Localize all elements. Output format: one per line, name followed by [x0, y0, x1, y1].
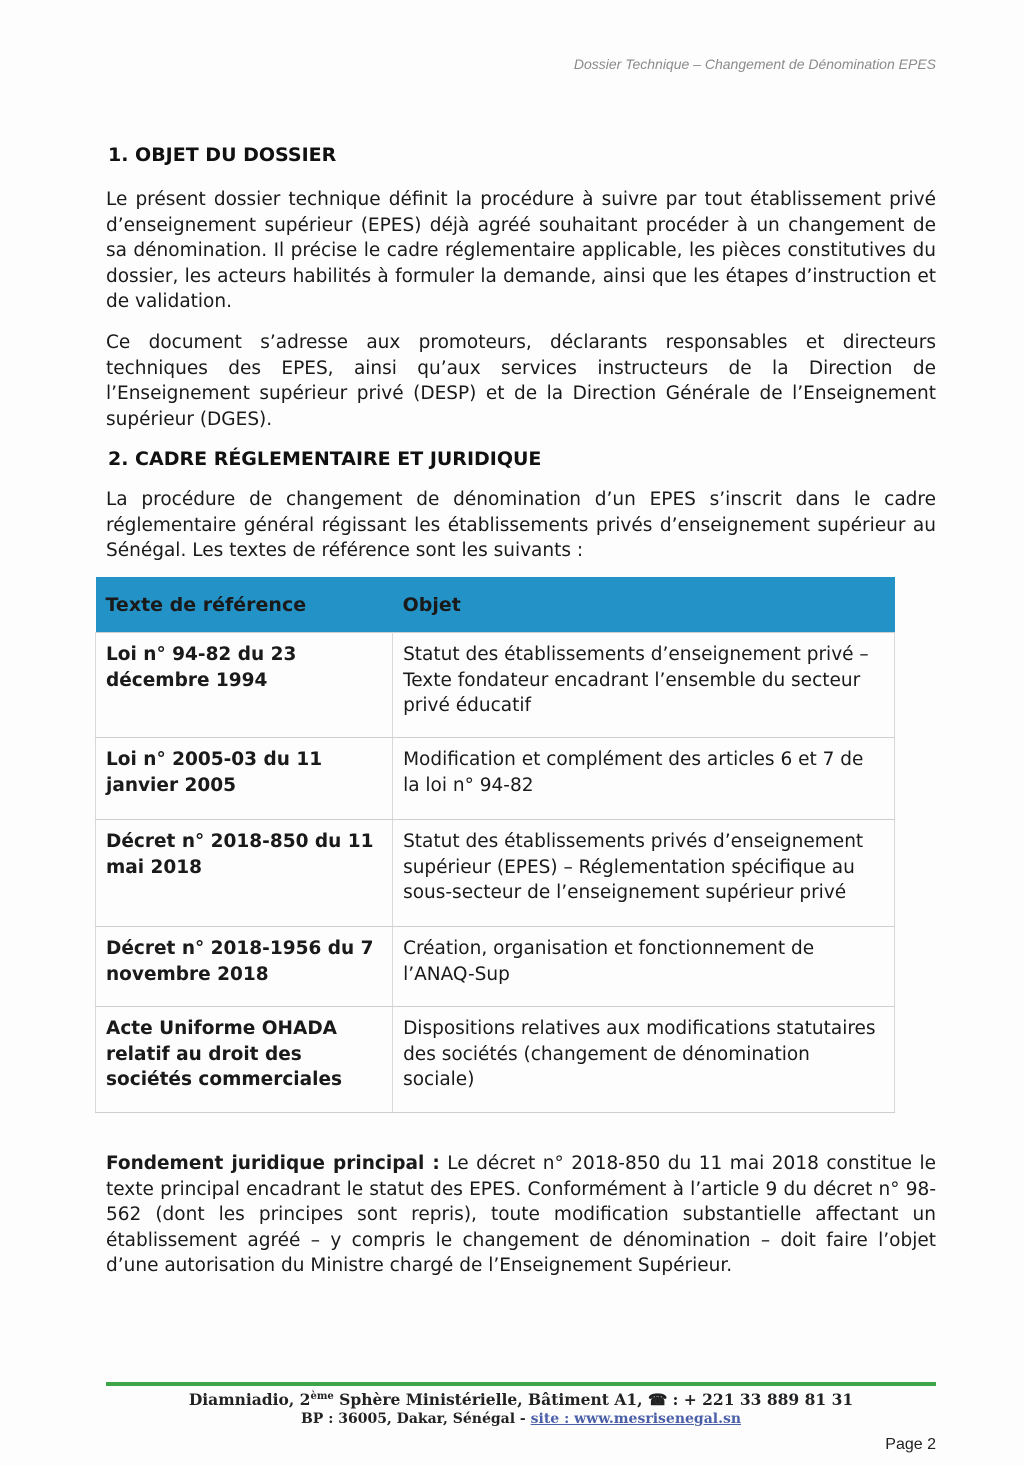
- section-1-paragraph-2: Ce document s’adresse aux promoteurs, déclarants responsables et directeurs techniques des EPES, ainsi qu’aux services instructeurs de la Direction de l’Enseignement supérieur privé (DESP) et de la Direction Générale de l’Enseignement supérieur (DGES).: [106, 332, 936, 430]
- legal-basis-label: Fondement juridique principal :: [106, 1153, 440, 1174]
- object-cell: Statut des établissements d’enseignement privé – Texte fondateur encadrant l’ensemble du secteur privé éducatif: [393, 633, 895, 738]
- footer-divider: [106, 1382, 936, 1386]
- website-link[interactable]: site : www.mesrisenegal.sn: [530, 1411, 742, 1427]
- object-cell: Statut des établissements privés d’enseignement supérieur (EPES) – Réglementation spécifique au sous-secteur de l’enseignement supérieur privé: [393, 820, 895, 927]
- page-number: Page 2: [885, 1436, 936, 1453]
- table-row: [96, 927, 895, 1007]
- object-cell: Modification et complément des articles 6 et 7 de la loi n° 94-82: [393, 738, 895, 820]
- section-1-paragraph-1: Le présent dossier technique définit la procédure à suivre par tout établissement privé d’enseignement supérieur (EPES) déjà agréé souhaitant procéder à un changement de sa dénomination. Il précise le cadre réglementaire applicable, les pièces constitutives du dossier, les acteurs habilités à formuler la demande, ainsi que les étapes d’instruction et de validation.: [106, 189, 936, 312]
- table-row: [96, 633, 895, 738]
- phone-icon: ☎: [647, 1390, 668, 1409]
- reference-cell: Loi n° 94-82 du 23 décembre 1994: [96, 633, 393, 738]
- footer-contact: [106, 1411, 936, 1427]
- header-reference-text: Texte de référence: [96, 577, 393, 633]
- footer-superscript: ème: [310, 1390, 334, 1402]
- table-header-row: [96, 577, 895, 633]
- section-2-title: 2. CADRE RÉGLEMENTAIRE ET JURIDIQUE: [108, 448, 542, 470]
- object-cell: Dispositions relatives aux modifications statutaires des sociétés (changement de dénomination sociale): [393, 1007, 895, 1113]
- header-object: Objet: [393, 577, 895, 633]
- reference-cell: Décret n° 2018-1956 du 7 novembre 2018: [96, 927, 393, 1007]
- footer-address-part: Diamniadio, 2: [188, 1390, 311, 1409]
- section-1-title: 1. OBJET DU DOSSIER: [108, 144, 337, 166]
- table-row: [96, 738, 895, 820]
- running-header: Dossier Technique – Changement de Dénomination EPES: [573, 56, 936, 72]
- reference-texts-table: [95, 577, 895, 1113]
- footer-phone-number: : + 221 33 889 81 31: [667, 1390, 854, 1409]
- footer-po-box: BP : 36005, Dakar, Sénégal -: [300, 1411, 531, 1427]
- object-cell: Création, organisation et fonctionnement de l’ANAQ-Sup: [393, 927, 895, 1007]
- table-row: [96, 1007, 895, 1113]
- legal-basis-paragraph: [106, 1151, 936, 1279]
- table-row: [96, 820, 895, 927]
- reference-cell: Acte Uniforme OHADA relatif au droit des sociétés commerciales: [96, 1007, 393, 1113]
- footer-address-part: Sphère Ministérielle, Bâtiment A1,: [333, 1390, 648, 1409]
- legal-basis-text: Le décret n° 2018-850 du 11 mai 2018 constitue le texte principal encadrant le statut des EPES. Conformément à l’article 9 du décret n° 98-562 (dont les principes sont repris), toute modification substantielle affectant un établissement agréé – y compris le changement de dénomination – doit faire l’objet d’une autorisation du Ministre chargé de l’Enseignement Supérieur.: [106, 1153, 937, 1276]
- section-2-intro: La procédure de changement de dénomination d’un EPES s’inscrit dans le cadre réglementaire général régissant les établissements privés d’enseignement supérieur au Sénégal. Les textes de référence sont les suivants :: [106, 489, 936, 561]
- footer-address: [106, 1390, 936, 1409]
- reference-cell: Loi n° 2005-03 du 11 janvier 2005: [96, 738, 393, 820]
- reference-cell: Décret n° 2018-850 du 11 mai 2018: [96, 820, 393, 927]
